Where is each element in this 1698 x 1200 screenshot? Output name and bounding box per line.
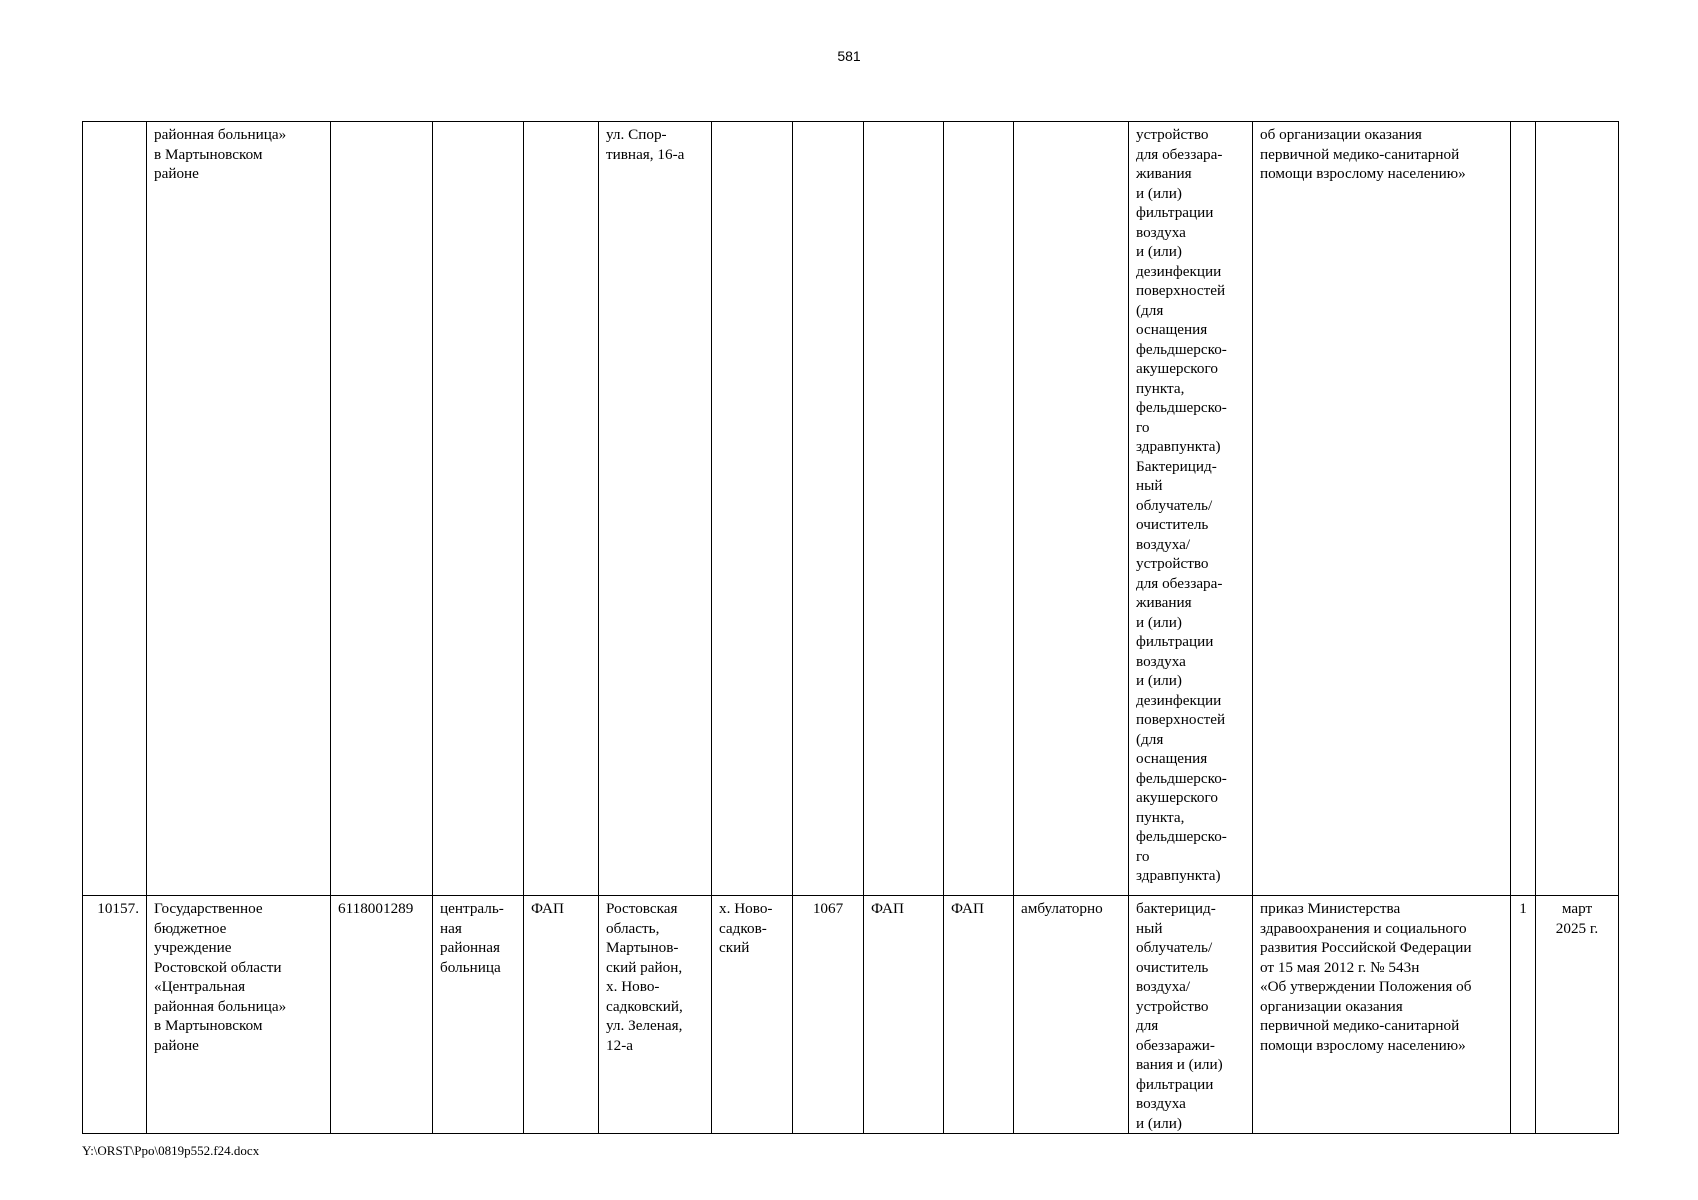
date-cell xyxy=(1536,122,1619,896)
facility-kind-cell xyxy=(524,122,599,896)
organization-cell: Государственное бюджетное учреждение Ростовской области «Центральная районная больница» в Мартыновском районе xyxy=(147,896,331,1134)
file-path-footer: Y:\ORST\Ppo\0819p552.f24.docx xyxy=(82,1143,260,1158)
quantity-cell xyxy=(1511,122,1536,896)
settlement-cell: х. Ново- садков- ский xyxy=(712,896,793,1134)
legal-basis-cell: приказ Министерства здравоохранения и социального развития Российской Федерации от 15 мая 2012 г. № 543н «Об утверждении Положения об организации оказания первичной медико-санитарной помощи взрослому населению» xyxy=(1253,896,1511,1134)
facility-type-cell xyxy=(433,122,524,896)
settlement-cell xyxy=(712,122,793,896)
population-cell: 1067 xyxy=(793,896,864,1134)
date-cell: март 2025 г. xyxy=(1536,896,1619,1134)
equipment-table xyxy=(82,121,1619,1134)
table-row xyxy=(83,896,1619,1134)
address-cell: Ростовская область, Мартынов- ский район, х. Ново- садковский, ул. Зеленая, 12-а xyxy=(599,896,712,1134)
facility-type-cell: централь- ная районная больница xyxy=(433,896,524,1134)
unit-cell xyxy=(864,122,944,896)
table-row xyxy=(83,122,1619,896)
organization-cell: районная больница» в Мартыновском районе xyxy=(147,122,331,896)
care-form-cell xyxy=(1014,122,1129,896)
inn-cell: 6118001289 xyxy=(331,896,433,1134)
address-cell: ул. Спор- тивная, 16-а xyxy=(599,122,712,896)
population-cell xyxy=(793,122,864,896)
inn-cell xyxy=(331,122,433,896)
care-form-cell: амбулаторно xyxy=(1014,896,1129,1134)
legal-basis-cell: об организации оказания первичной медико-санитарной помощи взрослому населению» xyxy=(1253,122,1511,896)
equipment-cell: бактерицид- ный облучатель/ очиститель воздуха/ устройство для обеззаражи- вания и (или) фильтрации воздуха и (или) xyxy=(1129,896,1253,1134)
row-number-cell xyxy=(83,122,147,896)
row-number-cell: 10157. xyxy=(83,896,147,1134)
equipment-cell: устройство для обеззара- живания и (или) фильтрации воздуха и (или) дезинфекции поверхностей (для оснащения фельдшерско- акушерского пункта, фельдшерско- го здравпункта) Бактерицид- ный облучатель/ очиститель воздуха/ устройство для обеззара- живания и (или) фильтрации воздуха и (или) дезинфекции поверхностей (для оснащения фельдшерско- акушерского пункта, фельдшерско- го здравпункта) xyxy=(1129,122,1253,896)
facility-kind-cell: ФАП xyxy=(524,896,599,1134)
quantity-cell: 1 xyxy=(1511,896,1536,1134)
unit-secondary-cell xyxy=(944,122,1014,896)
page-number: 581 xyxy=(837,48,861,64)
unit-secondary-cell: ФАП xyxy=(944,896,1014,1134)
unit-cell: ФАП xyxy=(864,896,944,1134)
